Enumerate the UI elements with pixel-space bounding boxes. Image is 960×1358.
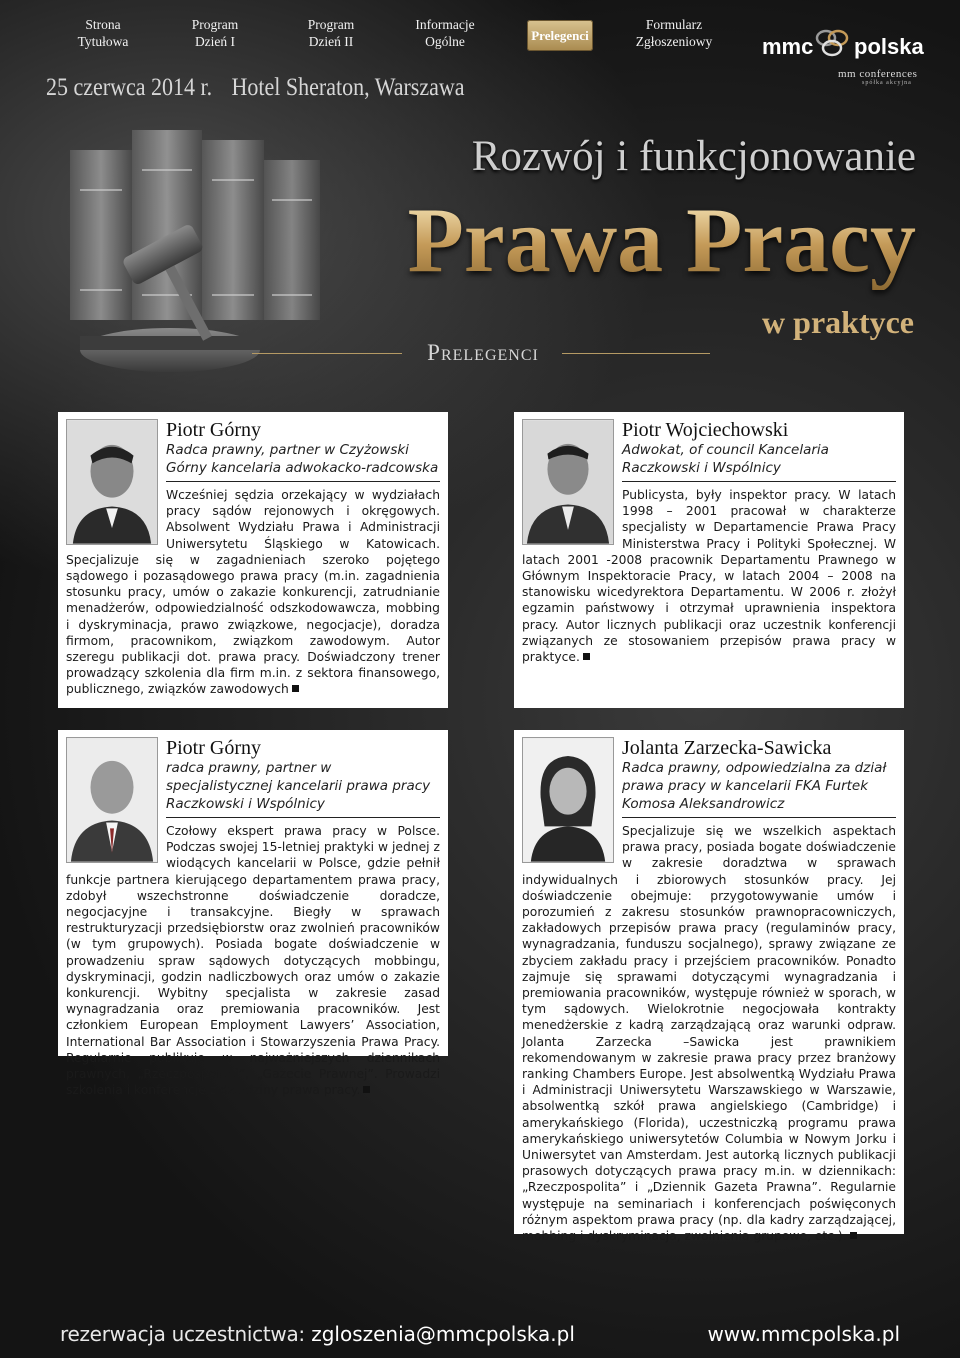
nav-item-program-dzien-2[interactable] [276, 16, 386, 50]
section-title: Prelegenci [427, 340, 539, 365]
speaker-role: radca prawny, partner w specjalistycznej kancelarii prawa pracy Raczkowski i Wspólnicy [166, 760, 431, 812]
speaker-photo [66, 419, 158, 545]
nav-label: Program [307, 17, 355, 32]
end-mark-icon [363, 1086, 370, 1093]
nav-label: Strona [85, 17, 121, 32]
logo-rings-icon [812, 26, 856, 60]
speaker-role: Radca prawny, partner w Czyżowski Górny kancelaria adwokacko-radcowska [166, 442, 439, 476]
logo-left-text: mmc [762, 34, 814, 59]
section-rule-left [252, 353, 402, 354]
speaker-name: Piotr Wojciechowski [622, 419, 789, 441]
speaker-photo [522, 419, 614, 545]
nav-label: Program [191, 17, 239, 32]
card-divider [622, 817, 896, 818]
nav-label: Zgłoszeniowy [635, 34, 713, 49]
section-rule-right [562, 353, 710, 354]
nav-item-program-dzien-1[interactable] [160, 16, 270, 50]
logo-wordmark [762, 34, 924, 60]
card-divider [622, 481, 896, 482]
speaker-photo [522, 737, 614, 863]
title-line-1: Rozwój i funkcjonowanie [471, 133, 916, 180]
logo-right-text: polska [854, 34, 924, 59]
event-venue: Hotel Sheraton, Warszawa [231, 74, 465, 101]
speaker-name: Piotr Górny [166, 419, 261, 441]
nav-item-strona-tytulowa[interactable] [48, 16, 158, 50]
nav-item-formularz-zgloszeniowy[interactable] [619, 16, 729, 50]
nav-label: Prelegenci [531, 28, 589, 43]
nav-item-prelegenci[interactable] [527, 20, 593, 51]
speaker-card [58, 730, 448, 1098]
nav-label: Informacje [415, 17, 475, 32]
reservation-label: rezerwacja uczestnictwa: [60, 1322, 305, 1346]
nav-label: Dzień II [308, 34, 354, 49]
footer-website-link[interactable]: www.mmcpolska.pl [707, 1322, 900, 1346]
end-mark-icon [583, 653, 590, 660]
nav-label: Ogólne [425, 34, 465, 49]
card-divider [166, 481, 440, 482]
title-line-2: Prawa Pracy [407, 189, 916, 291]
end-mark-icon [850, 1232, 857, 1239]
speaker-card [58, 412, 448, 708]
speaker-name: Jolanta Zarzecka-Sawicka [622, 737, 832, 759]
title-line-3: w praktyce [762, 304, 914, 340]
logo-subtitle: mm conferences [838, 68, 918, 80]
nav-label: Dzień I [194, 34, 236, 49]
event-date-venue [46, 74, 465, 102]
nav-item-informacje-ogolne[interactable] [390, 16, 500, 50]
speaker-role: Adwokat, of council Kancelaria Raczkowski i Wspólnicy [622, 442, 829, 476]
books-gavel-illustration [40, 110, 340, 400]
speaker-photo [66, 737, 158, 863]
speaker-role: Radca prawny, odpowiedzialna za dział prawa pracy w kancelarii FKA Furtek Komosa Aleksandrowicz [622, 760, 887, 812]
speaker-card [514, 730, 904, 1244]
speaker-bio [66, 823, 440, 1098]
event-date: 25 czerwca 2014 r. [46, 74, 213, 101]
speaker-bio-text: Wcześniej sędzia orzekający w wydziałach pracy sądów rejonowych i okręgowych. Absolwent Wydziału Prawa i Administracji Uniwersytetu Śląskiego w Katowicach. Specjalizuje się w zagadnieniach szeroko pojętego sądowego i pozasądowego prawa pracy (m.in. zagadnienia stosunku pracy, umów o zakazie konkurencji, zatrudnianie menadżerów, odpowiedzialność odszkodowawcza, mobbing i dyskryminacja, prawo związkowe, negocjacje), doradza firmom, pracownikom, związkom zawodowym. Autor szeregu publikacji dot. prawa pracy. Doświadczony trener prowadzący szkolenia dla firm m.in. z sektora finansowego, publicznego, związków zawodowych [66, 488, 440, 697]
speaker-name: Piotr Górny [166, 737, 261, 759]
nav-label: Tytułowa [77, 34, 129, 49]
footer-reservation [60, 1322, 575, 1346]
speaker-bio [522, 823, 896, 1244]
speaker-card [514, 412, 904, 708]
mmc-polska-logo[interactable] [762, 24, 922, 84]
reservation-email-link[interactable]: zgloszenia@mmcpolska.pl [311, 1322, 575, 1346]
logo-subtitle-small: spółka akcyjna [862, 80, 912, 86]
speaker-bio-text: Specjalizuje się we wszelkich aspektach prawa pracy, posiada bogate doświadczenie w zakresie doradztwa w sprawach indywidualnych i zbiorowych stosunków pracy. Jej doświadczenie obejmuje: przygotowywanie umów i porozumień z zakresu stosunków prawnopracowniczych, zakładowych przepisów prawa pracy (regulaminów pracy, wynagradzania, funduszu socjalnego), sprawy związane ze zbyciem zakładu pracy i przejściem pracowników. Ponadto zajmuje się sprawami dotyczącymi wynagradzania i premiowania pracowników, występuje również w sporach, w tym sądowych. Wielokrotnie negocjowała kontrakty menedżerskie z kadrą zarządzającą oraz warunki odpraw. Jolanta Zarzecka –Sawicka jest prawnikiem rekomendowanym w zakresie prawa pracy przez branżowy ranking Chambers Europe. Jest absolwentką Wydziału Prawa i Administracji Uniwersytetu Warszawskiego w Warszawie, absolwentką szkół prawa angielskiego (Cambridge) i amerykańskiego (Florida), uczestniczką programu prawa amerykańskiego uniwersytetów Columbia w Nowym Jorku i Uniwersytet van Amsterdam. Jest autorką licznych publikacji prasowych dotyczących prawa pracy m.in. w dziennikach: „Rzeczpospolita” i „Dziennik Gazeta Prawna”. Regularnie występuje na seminariach i konferencjach poświęconych różnym aspektom prawa pracy (np. dla kadry zarządzającej, mobbing i dyskryminacja, zwolnienia grupowe, etc.). [522, 824, 896, 1244]
speaker-bio-text: Czołowy ekspert prawa pracy w Polsce. Podczas swojej 15-letniej praktyki w jednej z wiodących kancelarii w Polsce, gdzie pełnił funkcje partnera kierującego departamentem prawa pracy, zdobył wszechstronne doświadczenie doradcze, negocjacyjne i transakcyjne. Biegły w sprawach restrukturyzacji przedsiębiorstw oraz zwolnień pracowników (w tym grupowych). Posiada bogate doświadczenie w prowadzeniu spraw sądowych dotyczących mobbingu, dyskryminacji, godzin nadliczbowych oraz umów o zakazie konkurencji. Wybitny specjalista w zakresie zasad wynagradzania oraz premiowania pracowników. Jest członkiem European Employment Lawyers’ Association, International Bar Association i Stowarzyszenia Prawa Pracy. Regularnie publikuje w najważniejszych dziennikach prawnych, „Rzeczpospolitej”, „Gazecie Prawnej”. Prowadzi szkolenia i konferencje z dziedziny prawa pracy. [66, 824, 440, 1098]
speaker-bio-text: Publicysta, były inspektor pracy. W latach 1998 – 2001 pracował w charakterze specjalisty w Departamencie Prawa Pracy Ministerstwa Pracy i Polityki Społecznej. W latach 2001 -2008 pracownik Departamentu Prawnego w Głównym Inspektoracie Pracy, w latach 2004 – 2008 na stanowisku wicedyrektora Departamentu. W 2006 r. złożył egzamin państwowy i otrzymał uprawnienia inspektora pracy. Autor licznych publikacji oraz uczestnik konferencji związanych ze stosowaniem przepisów prawa pracy w praktyce. [522, 488, 896, 665]
end-mark-icon [292, 685, 299, 692]
nav-label: Formularz [645, 17, 703, 32]
card-divider [166, 817, 440, 818]
